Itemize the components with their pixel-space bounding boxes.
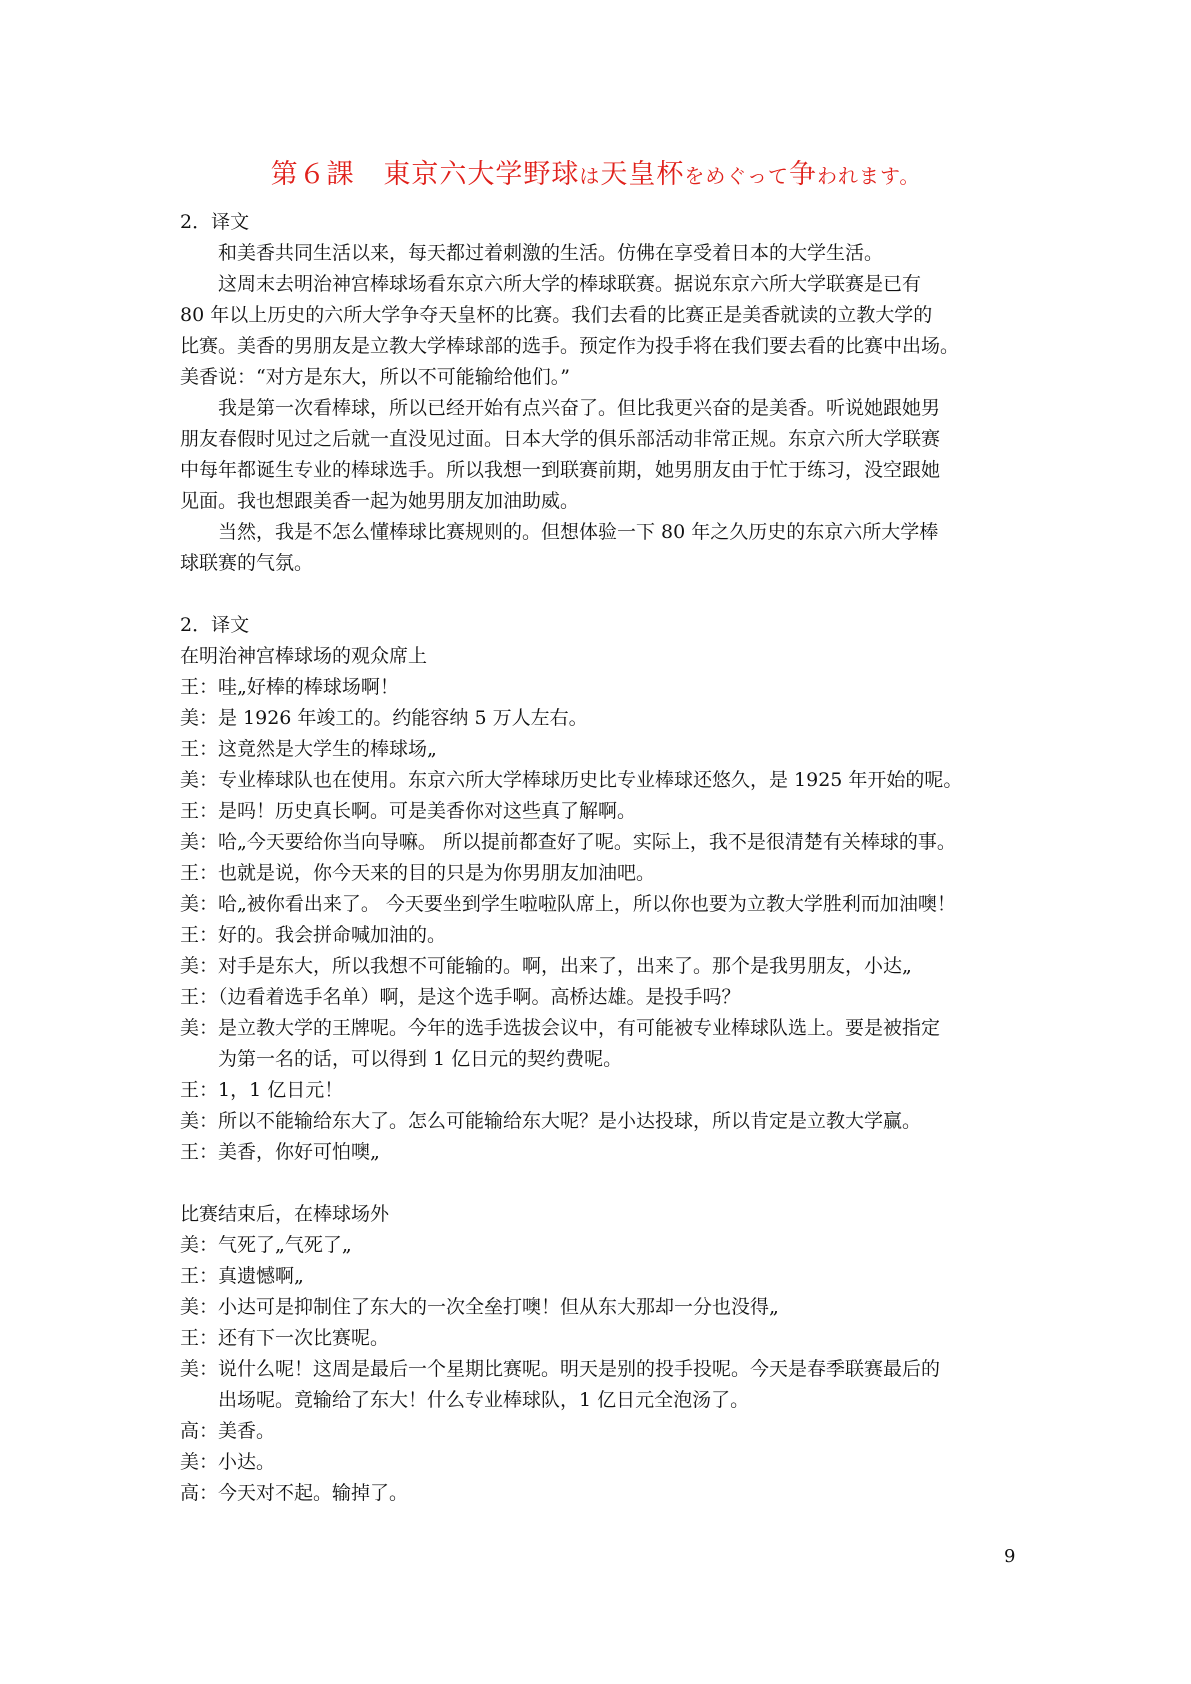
dialog-line: 高：今天对不起。输掉了。 — [180, 1482, 409, 1504]
scene-label: 在明治神宫棒球场的观众席上 — [180, 645, 428, 667]
dialog-line: 王：（边看着选手名单）啊，是这个选手啊。高桥达雄。是投手吗？ — [180, 986, 741, 1008]
page-number: 9 — [1004, 1546, 1016, 1567]
dialog-line: 王：真遗憾啊„ — [180, 1265, 304, 1287]
dialog-line: 美：对手是东大，所以我想不可能输的。啊，出来了，出来了。那个是我男朋友，小达„ — [180, 955, 912, 977]
dialog-line-continuation: 出场呢。竟输给了东大！什么专业棒球队，1 亿日元全泡汤了。 — [218, 1389, 750, 1411]
section-heading: 2．译文 — [180, 211, 250, 233]
title-part: は — [579, 164, 601, 188]
dialog-line: 王：是吗！历史真长啊。可是美香你对这些真了解啊。 — [180, 800, 637, 822]
dialog-line: 美：小达可是抑制住了东大的一次全垒打噢！但从东大那却一分也没得„ — [180, 1296, 779, 1318]
dialog-line: 王：1，1 亿日元！ — [180, 1079, 344, 1101]
dialog-line: 美：哈„被你看出来了。 今天要坐到学生啦啦队席上，所以你也要为立教大学胜利而加油噢！ — [180, 893, 956, 915]
paragraph-line: 80 年以上历史的六所大学争夺天皇杯的比赛。我们去看的比赛正是美香就读的立教大学的 — [180, 304, 933, 326]
dialog-line: 美：说什么呢！这周是最后一个星期比赛呢。明天是别的投手投呢。今天是春季联赛最后的 — [180, 1358, 941, 1380]
dialog-line: 王：好的。我会拼命喊加油的。 — [180, 924, 447, 946]
paragraph-line: 球联赛的气氛。 — [180, 552, 314, 574]
title-part: をめぐって — [684, 164, 789, 188]
dialog-line: 美：小达。 — [180, 1451, 276, 1473]
dialog-line-continuation: 为第一名的话，可以得到 1 亿日元的契约费呢。 — [218, 1048, 623, 1070]
dialog-line: 美：所以不能输给东大了。怎么可能输给东大呢？是小达投球，所以肯定是立教大学赢。 — [180, 1110, 922, 1132]
paragraph: 和美香共同生活以来，每天都过着刺激的生活。仿佛在享受着日本的大学生活。 — [218, 242, 884, 264]
lesson-number: 第６課 — [270, 159, 355, 190]
paragraph-line: 中每年都诞生专业的棒球选手。所以我想一到联赛前期，她男朋友由于忙于练习，没空跟她 — [180, 459, 941, 481]
dialog-line: 美：气死了„气死了„ — [180, 1234, 352, 1256]
dialog-line: 王：哇„好棒的棒球场啊！ — [180, 676, 399, 698]
paragraph-line: 当然，我是不怎么懂棒球比赛规则的。但想体验一下 80 年之久历史的东京六所大学棒 — [218, 521, 939, 543]
dialog-line: 王：这竟然是大学生的棒球场„ — [180, 738, 437, 760]
dialog-line: 王：也就是说，你今天来的目的只是为你男朋友加油吧。 — [180, 862, 656, 884]
dialog-line: 美：是 1926 年竣工的。约能容纳 5 万人左右。 — [180, 707, 588, 729]
scene-label: 比赛结束后，在棒球场外 — [180, 1203, 390, 1225]
paragraph-line: 比赛。美香的男朋友是立教大学棒球部的选手。预定作为投手将在我们要去看的比赛中出场。 — [180, 335, 960, 357]
document-body — [180, 207, 1020, 1509]
dialog-line: 王：还有下一次比赛呢。 — [180, 1327, 390, 1349]
dialog-line: 美：专业棒球队也在使用。东京六所大学棒球历史比专业棒球还悠久，是 1925 年开始的呢。 — [180, 769, 963, 791]
paragraph-line: 这周末去明治神宫棒球场看东京六所大学的棒球联赛。据说东京六所大学联赛是已有 — [218, 273, 922, 295]
paragraph-line: 朋友春假时见过之后就一直没见过面。日本大学的俱乐部活动非常正规。东京六所大学联赛 — [180, 428, 941, 450]
title-part: 天皇杯 — [600, 159, 685, 190]
dialog-line: 美：哈„今天要给你当向导嘛。 所以提前都查好了呢。实际上，我不是很清楚有关棒球的事。 — [180, 831, 956, 853]
title-part: われます。 — [816, 164, 921, 188]
title-part: 争 — [788, 159, 817, 190]
dialog-line: 王：美香，你好可怕噢„ — [180, 1141, 380, 1163]
dialog-line: 高：美香。 — [180, 1420, 276, 1442]
section-heading: 2．译文 — [180, 614, 250, 636]
paragraph-line: 美香说：“对方是东大，所以不可能输给他们。” — [180, 366, 570, 388]
paragraph-line: 我是第一次看棒球，所以已经开始有点兴奋了。但比我更兴奋的是美香。听说她跟她男 — [218, 397, 941, 419]
dialog-line: 美：是立教大学的王牌呢。今年的选手选拔会议中，有可能被专业棒球队选上。要是被指定 — [180, 1017, 941, 1039]
title-part: 東京六大学野球 — [383, 159, 580, 190]
paragraph-line: 见面。我也想跟美香一起为她男朋友加油助威。 — [180, 490, 580, 512]
lesson-title — [0, 152, 1191, 191]
